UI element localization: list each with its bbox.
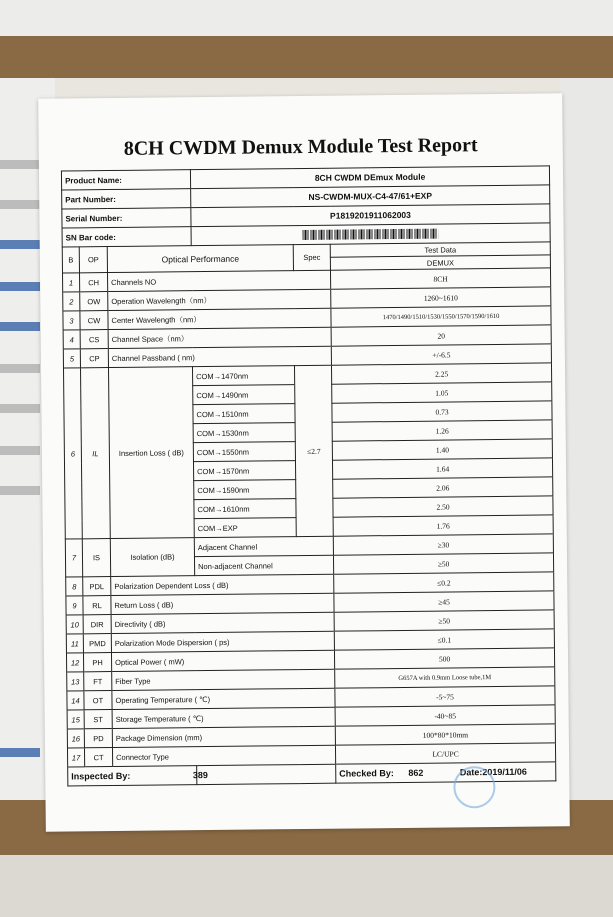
row-number: 11 (66, 634, 83, 653)
row-value: 100*80*10mm (335, 724, 555, 745)
checked-by-value: 862 (408, 767, 424, 778)
col-spec-header: Spec (293, 244, 330, 270)
inspected-by-label: Inspected By: (71, 770, 131, 782)
part-number-label: Part Number: (62, 189, 191, 209)
row-op-code: CP (80, 349, 108, 368)
inspected-by (68, 766, 208, 786)
row-value: 1470/1490/1510/1530/1550/1570/1590/1610 (331, 306, 551, 327)
isolation-nonadjacent-value: ≥50 (333, 553, 553, 574)
fiber-connector (0, 446, 40, 455)
col-b-header: B (62, 247, 79, 273)
il-port: COM→1610nm (194, 499, 296, 519)
row-number: 10 (66, 615, 83, 634)
il-value: 2.06 (333, 477, 553, 498)
row-op-code: ST (84, 710, 112, 729)
col-op-header: OP (79, 247, 107, 273)
il-port: COM→1530nm (193, 423, 295, 443)
row-op-code: CH (80, 273, 108, 292)
row-value: 1260~1610 (331, 287, 551, 308)
il-port: COM→1570nm (194, 461, 296, 481)
checked-by (336, 762, 556, 783)
il-value: 1.05 (332, 382, 552, 403)
row-parameter: Channels NO (108, 270, 331, 291)
il-port: COM→1550nm (193, 442, 295, 462)
row-op-code: CT (84, 748, 112, 767)
row-op-code: RL (83, 596, 111, 615)
inspected-by-value: 389 (192, 770, 208, 781)
row-number: 7 (65, 539, 82, 577)
row-value: ≤0.2 (334, 572, 554, 593)
row-parameter: Operating Temperature ( ℃) (112, 688, 335, 709)
row-number: 17 (67, 748, 84, 767)
row-op-code: OT (84, 691, 112, 710)
row-parameter: Polarization Dependent Loss ( dB) (111, 574, 334, 595)
fiber-connector (0, 240, 40, 249)
row-number: 15 (67, 710, 84, 729)
report-title: 8CH CWDM Demux Module Test Report (123, 134, 478, 160)
il-value: 1.64 (332, 458, 552, 479)
box-top (0, 0, 613, 40)
il-value: 0.73 (332, 401, 552, 422)
sn-barcode-label: SN Bar code: (62, 227, 191, 247)
row-number: 9 (66, 596, 83, 615)
il-value: 2.25 (331, 363, 551, 384)
row-value: 8CH (331, 268, 551, 289)
row-op-code: PH (83, 653, 111, 672)
il-value: 1.76 (333, 515, 553, 536)
row-parameter: Operation Wavelength（nm） (108, 289, 331, 310)
product-name-value: 8CH CWDM DEmux Module (190, 166, 549, 189)
row-number: 8 (66, 577, 83, 596)
row-parameter: Return Loss ( dB) (111, 593, 334, 614)
row-parameter: Directivity ( dB) (111, 612, 334, 633)
report-table (61, 165, 556, 786)
row-op-code: PD (84, 729, 112, 748)
row-parameter: Package Dimension (mm) (112, 726, 335, 747)
il-value: 1.40 (332, 439, 552, 460)
row-number: 2 (63, 292, 80, 311)
signature-spacer (197, 764, 336, 784)
il-port: COM→1490nm (193, 385, 295, 405)
row-parameter: Polarization Mode Dispersion ( ps) (111, 631, 334, 652)
report-date: Date:2019/11/06 (459, 766, 527, 778)
fiber-connector (0, 160, 40, 169)
row-op-code: PMD (83, 634, 111, 653)
row-op-code: IL (80, 368, 110, 539)
row-number: 12 (66, 653, 83, 672)
fiber-connector (0, 404, 40, 413)
box-rim-top (0, 36, 613, 78)
product-name-label: Product Name: (61, 170, 190, 190)
fiber-connector (0, 322, 40, 331)
qa-stamp (453, 766, 495, 808)
col-test-data-header: Test Data (330, 242, 550, 257)
checked-by-label: Checked By: (339, 768, 394, 779)
part-number-value: NS-CWDM-MUX-C4-47/61+EXP (191, 185, 550, 208)
il-value: 2.50 (333, 496, 553, 517)
row-op-code: CS (80, 330, 108, 349)
il-port: COM→1510nm (193, 404, 295, 424)
row-value: +/-6.5 (331, 344, 551, 365)
row-op-code: OW (80, 292, 108, 311)
fiber-connector (0, 200, 40, 209)
row-parameter: Channel Space（nm） (108, 327, 331, 348)
row-parameter: Storage Temperature ( ℃) (112, 707, 335, 728)
fiber-connector (0, 282, 40, 291)
test-report-sheet (38, 93, 570, 831)
row-number: 13 (67, 672, 84, 691)
fiber-connector (0, 486, 40, 495)
row-value: LC/UPC (335, 743, 555, 764)
row-parameter: Optical Power ( mW) (111, 650, 334, 671)
row-number: 16 (67, 729, 84, 748)
isolation-adjacent-value: ≥30 (333, 534, 553, 555)
fiber-connector (0, 364, 40, 373)
box-bottom (0, 855, 613, 917)
row-value: ≤0.1 (334, 629, 554, 650)
il-port: COM→1590nm (194, 480, 296, 500)
row-number: 6 (63, 368, 82, 539)
row-parameter: Center Wavelength（nm） (108, 308, 331, 329)
row-number: 14 (67, 691, 84, 710)
insertion-loss-label: Insertion Loss ( dB) (108, 367, 194, 539)
row-number: 4 (63, 330, 80, 349)
row-value: 20 (331, 325, 551, 346)
isolation-nonadjacent-label: Non-adjacent Channel (194, 555, 333, 575)
il-value: 1.26 (332, 420, 552, 441)
barcode-image (303, 229, 439, 240)
col-demux-header: DEMUX (330, 255, 550, 270)
row-number: 1 (63, 273, 80, 292)
row-op-code: FT (84, 672, 112, 691)
row-value: ≥50 (334, 610, 554, 631)
il-port: COM→1470nm (193, 366, 295, 386)
row-parameter: Fiber Type (112, 669, 335, 690)
row-number: 5 (63, 349, 80, 368)
row-parameter: Connector Type (112, 745, 335, 766)
row-value: 500 (334, 648, 554, 669)
isolation-label: Isolation (dB) (110, 538, 194, 577)
row-op-code: IS (82, 539, 110, 577)
row-value: -5~75 (335, 686, 555, 707)
row-number: 3 (63, 311, 80, 330)
row-value: G657A with 0.9mm Loose tube,1M (335, 667, 555, 688)
fiber-connector (0, 748, 40, 757)
row-op-code: PDL (83, 577, 111, 596)
il-port: COM→EXP (194, 518, 296, 538)
row-value: -40~85 (335, 705, 555, 726)
isolation-adjacent-label: Adjacent Channel (194, 536, 333, 556)
row-value: ≥45 (334, 591, 554, 612)
serial-number-label: Serial Number: (62, 208, 191, 228)
row-parameter: Channel Passband ( nm) (108, 346, 331, 367)
row-op-code: DIR (83, 615, 111, 634)
row-op-code: CW (80, 311, 108, 330)
serial-number-value: P1819201911062003 (191, 204, 550, 227)
il-spec: ≤2.7 (295, 365, 334, 536)
col-performance-header: Optical Performance (107, 245, 293, 273)
